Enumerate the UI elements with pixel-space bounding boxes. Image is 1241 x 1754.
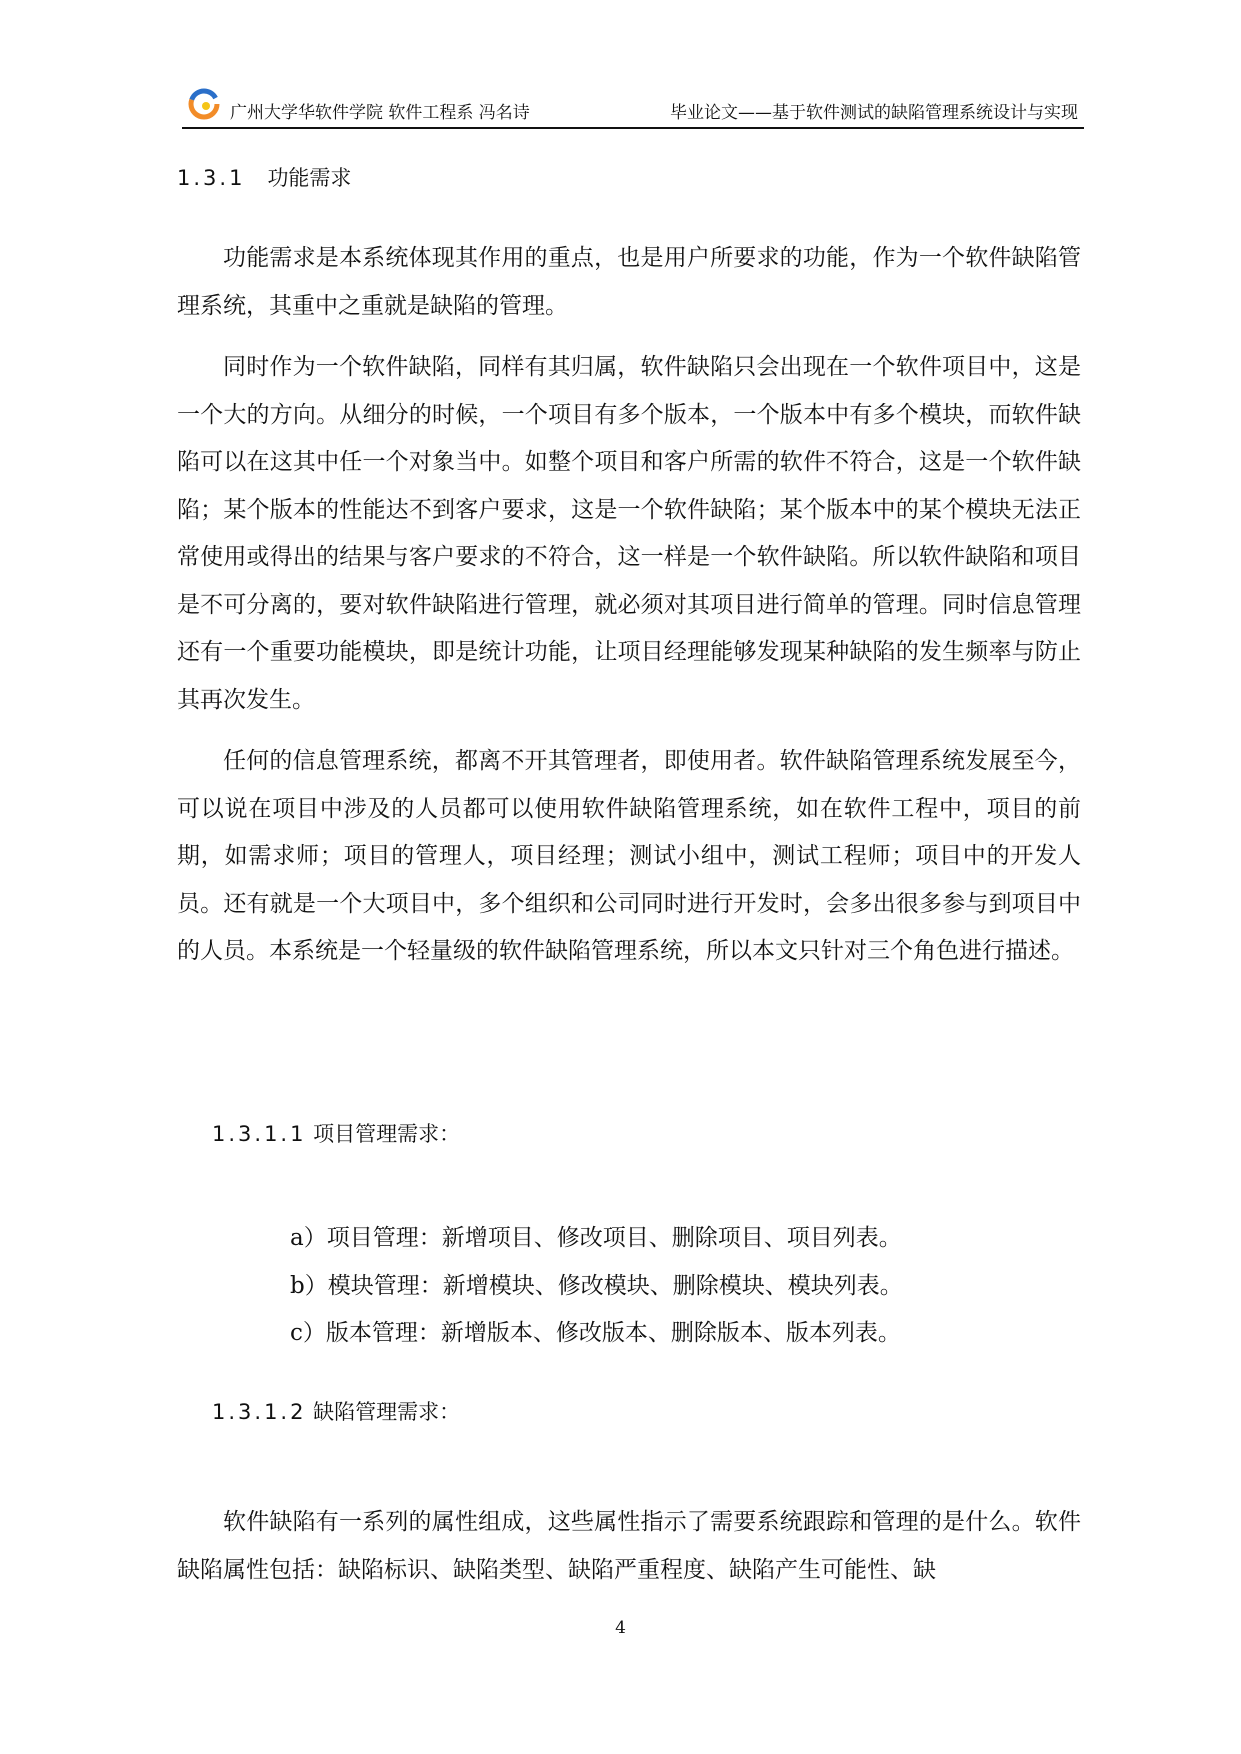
list-item: c）版本管理：新增版本、修改版本、删除版本、版本列表。 [290, 1320, 901, 1346]
paragraph-3: 任何的信息管理系统，都离不开其管理者，即使用者。软件缺陷管理系统发展至今，可以说在项目中涉及的人员都可以使用软件缺陷管理系统，如在软件工程中，项目的前期，如需求师；项目的管理人，项目经理；测试小组中，测试工程师；项目中的开发人员。还有就是一个大项目中，多个组织和公司同时进行开发时，会多出很多参与到项目中的人员。本系统是一个轻量级的软件缺陷管理系统，所以本文只针对三个角色进行描述。 [177, 748, 1081, 964]
subsection-number-2: 1.3.1.2 [212, 1400, 307, 1424]
section-number: 1.3.1 [177, 166, 246, 190]
subsection-heading-1 [212, 1118, 460, 1148]
university-logo-icon [188, 88, 220, 120]
subsection-heading-2 [212, 1396, 460, 1426]
paragraph-2: 同时作为一个软件缺陷，同样有其归属，软件缺陷只会出现在一个软件项目中，这是一个大的方向。从细分的时候，一个项目有多个版本，一个版本中有多个模块，而软件缺陷可以在这其中任一个对象当中。如整个项目和客户所需的软件不符合，这是一个软件缺陷；某个版本的性能达不到客户要求，这是一个软件缺陷；某个版本中的某个模块无法正常使用或得出的结果与客户要求的不符合，这一样是一个软件缺陷。所以软件缺陷和项目是不可分离的，要对软件缺陷进行管理，就必须对其项目进行简单的管理。同时信息管理还有一个重要功能模块，即是统计功能，让项目经理能够发现某种缺陷的发生频率与防止其再次发生。 [177, 354, 1081, 713]
page-number: 4 [615, 1618, 626, 1638]
header-thesis-title: 毕业论文——基于软件测试的缺陷管理系统设计与实现 [670, 103, 1078, 123]
list-item: a）项目管理：新增项目、修改项目、删除项目、项目列表。 [290, 1225, 902, 1251]
list-item: b）模块管理：新增模块、修改模块、删除模块、模块列表。 [290, 1272, 903, 1299]
requirement-list [290, 1215, 903, 1358]
section-heading [177, 162, 351, 192]
header-institution: 广州大学华软件学院 软件工程系 冯名诗 [230, 103, 530, 123]
page-header [182, 82, 1084, 129]
paragraph-4: 软件缺陷有一系列的属性组成，这些属性指示了需要系统跟踪和管理的是什么。软件缺陷属性包括：缺陷标识、缺陷类型、缺陷严重程度、缺陷产生可能性、缺 [177, 1509, 1081, 1583]
subsection-title-1: 项目管理需求： [313, 1122, 461, 1146]
section-title: 功能需求 [267, 166, 352, 190]
paragraph-1: 功能需求是本系统体现其作用的重点，也是用户所要求的功能，作为一个软件缺陷管理系统，其重中之重就是缺陷的管理。 [177, 245, 1081, 319]
subsection-title-2: 缺陷管理需求： [313, 1400, 461, 1424]
subsection-number-1: 1.3.1.1 [212, 1122, 307, 1146]
